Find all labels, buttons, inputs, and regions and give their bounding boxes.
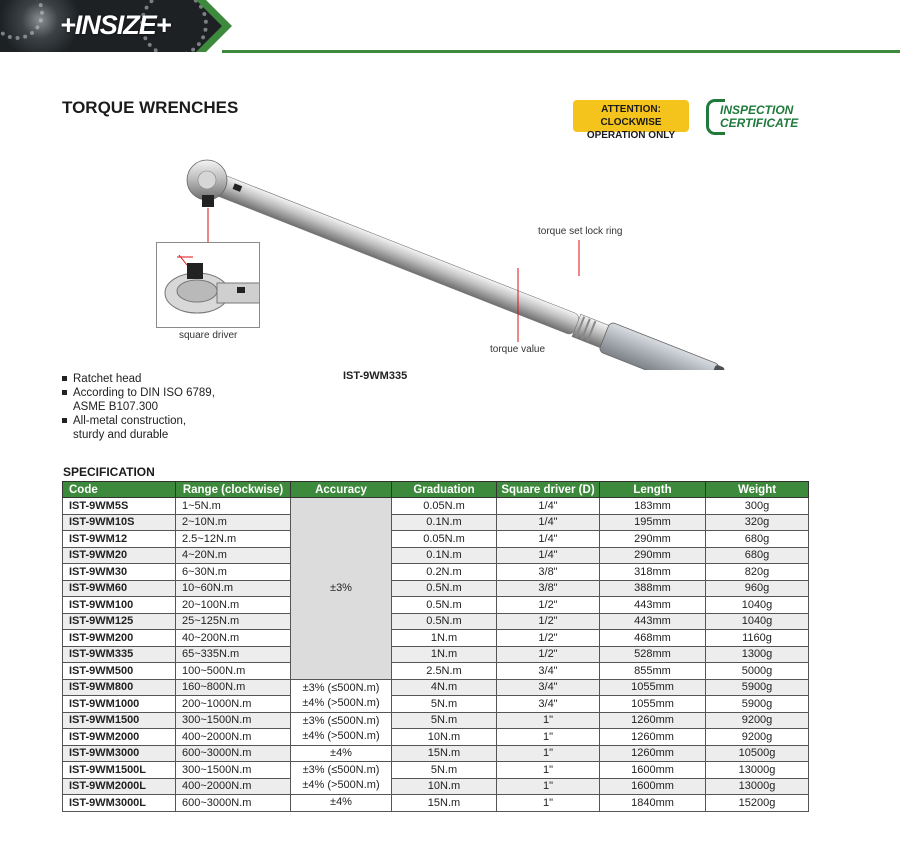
table-cell: 1160g	[706, 630, 809, 647]
callout-torque-value: torque value	[490, 344, 546, 355]
table-cell: 10N.m	[392, 729, 497, 746]
table-row	[63, 778, 809, 795]
table-cell: 200~1000N.m	[176, 696, 291, 713]
table-cell: IST-9WM5S	[63, 498, 176, 515]
table-cell: 300~1500N.m	[176, 762, 291, 779]
table-cell: IST-9WM60	[63, 580, 176, 597]
table-cell: 680g	[706, 547, 809, 564]
table-cell: 528mm	[600, 646, 706, 663]
table-cell: 1600mm	[600, 778, 706, 795]
table-cell: 0.2N.m	[392, 564, 497, 581]
table-cell: 20~100N.m	[176, 597, 291, 614]
table-cell: 13000g	[706, 778, 809, 795]
table-cell: 1600mm	[600, 762, 706, 779]
table-cell: 3/4"	[497, 679, 600, 696]
column-header: Range (clockwise)	[176, 482, 291, 498]
table-row	[63, 564, 809, 581]
table-cell: 15N.m	[392, 795, 497, 812]
table-cell: 2.5~12N.m	[176, 531, 291, 548]
header-banner	[0, 0, 900, 56]
table-cell: 0.1N.m	[392, 514, 497, 531]
feature-item: According to DIN ISO 6789, ASME B107.300	[73, 386, 233, 414]
table-cell: 1/2"	[497, 597, 600, 614]
table-cell: 600~3000N.m	[176, 745, 291, 762]
table-cell: 160~800N.m	[176, 679, 291, 696]
table-cell: 1260mm	[600, 745, 706, 762]
table-cell: 0.05N.m	[392, 531, 497, 548]
table-row	[63, 547, 809, 564]
table-cell: 1/4"	[497, 514, 600, 531]
table-cell: 1"	[497, 729, 600, 746]
table-cell: IST-9WM2000L	[63, 778, 176, 795]
table-cell: 1300g	[706, 646, 809, 663]
table-cell: 300~1500N.m	[176, 712, 291, 729]
insize-logo: +INSIZE+	[60, 10, 171, 40]
table-cell: IST-9WM500	[63, 663, 176, 680]
table-cell: 1"	[497, 795, 600, 812]
table-cell: 5900g	[706, 696, 809, 713]
table-cell: 3/8"	[497, 564, 600, 581]
table-cell: 100~500N.m	[176, 663, 291, 680]
table-cell: 0.5N.m	[392, 580, 497, 597]
table-cell: 400~2000N.m	[176, 778, 291, 795]
table-cell: IST-9WM200	[63, 630, 176, 647]
feature-item: All-metal construction, sturdy and durable	[73, 414, 213, 442]
accuracy-cell: ±3%	[291, 498, 392, 680]
table-cell: 183mm	[600, 498, 706, 515]
table-cell: 25~125N.m	[176, 613, 291, 630]
table-cell: 443mm	[600, 613, 706, 630]
column-header: Weight	[706, 482, 809, 498]
table-cell: 1/2"	[497, 613, 600, 630]
table-cell: 1/2"	[497, 646, 600, 663]
table-cell: 5N.m	[392, 762, 497, 779]
table-row	[63, 663, 809, 680]
table-cell: IST-9WM1500	[63, 712, 176, 729]
page-title: TORQUE WRENCHES	[62, 98, 239, 117]
table-cell: IST-9WM3000L	[63, 795, 176, 812]
table-cell: 1~5N.m	[176, 498, 291, 515]
table-cell: 1/2"	[497, 630, 600, 647]
table-cell: 600~3000N.m	[176, 795, 291, 812]
table-row	[63, 696, 809, 713]
table-row	[63, 729, 809, 746]
attention-badge: ATTENTION: CLOCKWISE OPERATION ONLY	[573, 100, 689, 132]
table-cell: 1260mm	[600, 729, 706, 746]
table-cell: 2.5N.m	[392, 663, 497, 680]
accuracy-cell: ±4%	[291, 795, 392, 812]
table-cell: 15200g	[706, 795, 809, 812]
table-row	[63, 795, 809, 812]
table-cell: 290mm	[600, 547, 706, 564]
table-cell: IST-9WM1000	[63, 696, 176, 713]
table-cell: 10~60N.m	[176, 580, 291, 597]
certificate-line1: INSPECTION	[720, 103, 794, 117]
table-cell: 820g	[706, 564, 809, 581]
table-cell: IST-9WM3000	[63, 745, 176, 762]
table-cell: 1N.m	[392, 630, 497, 647]
table-cell: 0.05N.m	[392, 498, 497, 515]
accuracy-cell: ±4%	[291, 745, 392, 762]
table-cell: 1840mm	[600, 795, 706, 812]
table-cell: 0.1N.m	[392, 547, 497, 564]
table-row	[63, 712, 809, 729]
accuracy-cell: ±3% (≤500N.m) ±4% (>500N.m)	[291, 712, 392, 745]
table-row	[63, 745, 809, 762]
table-cell: 1"	[497, 712, 600, 729]
table-cell: 388mm	[600, 580, 706, 597]
feature-list	[60, 372, 233, 442]
model-name: IST-9WM335	[343, 370, 408, 382]
table-cell: 4~20N.m	[176, 547, 291, 564]
table-cell: 40~200N.m	[176, 630, 291, 647]
spec-table	[62, 481, 809, 812]
table-cell: 5000g	[706, 663, 809, 680]
table-cell: IST-9WM20	[63, 547, 176, 564]
header-rule	[222, 50, 900, 53]
table-row	[63, 646, 809, 663]
table-cell: 1055mm	[600, 696, 706, 713]
column-header: Accuracy	[291, 482, 392, 498]
table-cell: 9200g	[706, 712, 809, 729]
table-cell: IST-9WM10S	[63, 514, 176, 531]
table-cell: 2~10N.m	[176, 514, 291, 531]
table-row	[63, 514, 809, 531]
column-header: Graduation	[392, 482, 497, 498]
table-cell: 468mm	[600, 630, 706, 647]
table-row	[63, 679, 809, 696]
table-cell: 1040g	[706, 597, 809, 614]
table-cell: 1040g	[706, 613, 809, 630]
table-cell: 0.5N.m	[392, 613, 497, 630]
accuracy-cell: ±3% (≤500N.m) ±4% (>500N.m)	[291, 762, 392, 795]
table-row	[63, 630, 809, 647]
table-cell: 1/4"	[497, 498, 600, 515]
table-cell: 300g	[706, 498, 809, 515]
callout-square-driver: square driver	[179, 330, 238, 341]
table-cell: 320g	[706, 514, 809, 531]
table-cell: IST-9WM800	[63, 679, 176, 696]
table-cell: 10N.m	[392, 778, 497, 795]
table-cell: IST-9WM1500L	[63, 762, 176, 779]
table-cell: 5N.m	[392, 696, 497, 713]
table-cell: IST-9WM30	[63, 564, 176, 581]
table-cell: 1260mm	[600, 712, 706, 729]
table-cell: 960g	[706, 580, 809, 597]
feature-item: Ratchet head	[73, 372, 233, 386]
table-cell: 9200g	[706, 729, 809, 746]
table-cell: IST-9WM12	[63, 531, 176, 548]
table-cell: 855mm	[600, 663, 706, 680]
table-row	[63, 498, 809, 515]
table-cell: 65~335N.m	[176, 646, 291, 663]
table-cell: 1/4"	[497, 531, 600, 548]
table-cell: 1N.m	[392, 646, 497, 663]
table-cell: 6~30N.m	[176, 564, 291, 581]
table-cell: 1"	[497, 745, 600, 762]
table-cell: 13000g	[706, 762, 809, 779]
table-cell: IST-9WM335	[63, 646, 176, 663]
inspection-certificate-logo	[706, 97, 816, 135]
spec-table-body	[63, 498, 809, 812]
table-header-row	[63, 482, 809, 498]
table-cell: 443mm	[600, 597, 706, 614]
table-cell: 0.5N.m	[392, 597, 497, 614]
certificate-line2: CERTIFICATE	[720, 116, 799, 130]
table-cell: 15N.m	[392, 745, 497, 762]
table-cell: IST-9WM2000	[63, 729, 176, 746]
table-cell: 290mm	[600, 531, 706, 548]
table-cell: 318mm	[600, 564, 706, 581]
table-cell: 1"	[497, 762, 600, 779]
table-cell: 10500g	[706, 745, 809, 762]
table-cell: 1/4"	[497, 547, 600, 564]
accuracy-cell: ±3% (≤500N.m) ±4% (>500N.m)	[291, 679, 392, 712]
square-driver-inset	[156, 242, 260, 328]
table-cell: IST-9WM100	[63, 597, 176, 614]
ratchet-head-closeup	[157, 243, 260, 328]
table-row	[63, 531, 809, 548]
table-cell: 3/8"	[497, 580, 600, 597]
table-row	[63, 580, 809, 597]
table-cell: 5N.m	[392, 712, 497, 729]
table-row	[63, 762, 809, 779]
spec-title: SPECIFICATION	[63, 465, 155, 479]
table-cell: 680g	[706, 531, 809, 548]
column-header: Square driver (D)	[497, 482, 600, 498]
table-cell: 4N.m	[392, 679, 497, 696]
table-cell: IST-9WM125	[63, 613, 176, 630]
column-header: Length	[600, 482, 706, 498]
table-cell: 195mm	[600, 514, 706, 531]
table-cell: 3/4"	[497, 696, 600, 713]
table-cell: 400~2000N.m	[176, 729, 291, 746]
table-cell: 1"	[497, 778, 600, 795]
column-header: Code	[63, 482, 176, 498]
table-cell: 1055mm	[600, 679, 706, 696]
table-cell: 5900g	[706, 679, 809, 696]
callout-lock-ring: torque set lock ring	[538, 226, 623, 237]
table-cell: 3/4"	[497, 663, 600, 680]
table-row	[63, 597, 809, 614]
table-row	[63, 613, 809, 630]
